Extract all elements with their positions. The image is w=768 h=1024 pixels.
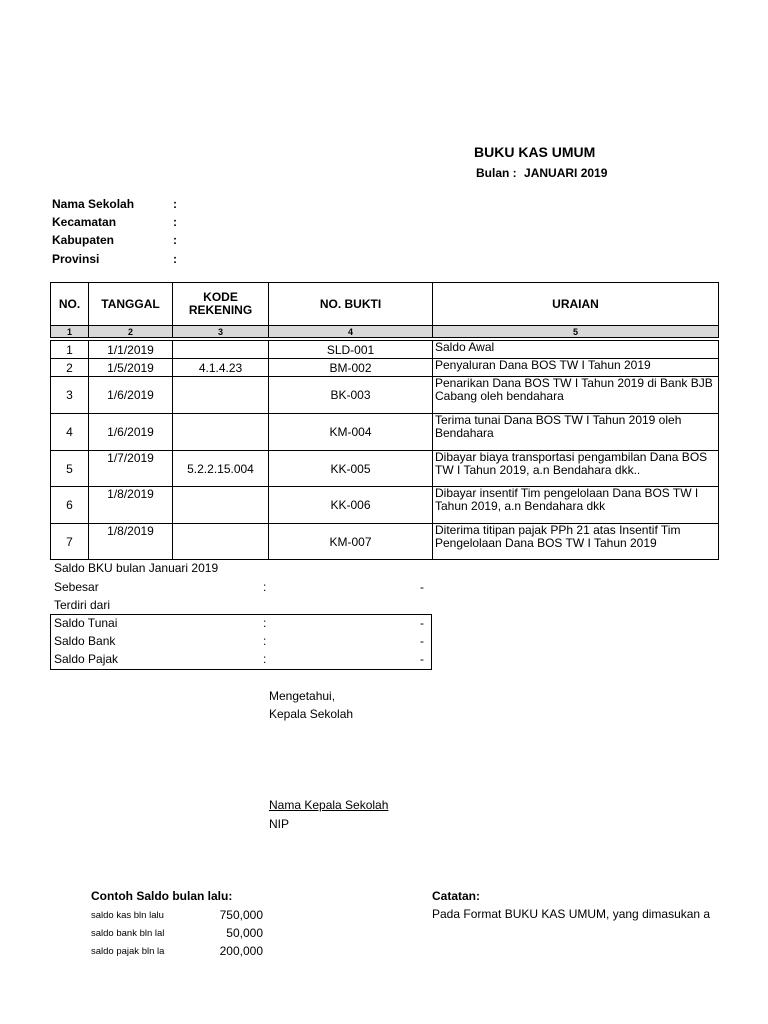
- col-number: 4: [269, 326, 433, 338]
- header-kode-line1: KODE: [203, 290, 238, 304]
- cell-kode: [173, 377, 269, 414]
- cell-no: 3: [51, 377, 89, 414]
- month-line: [476, 166, 607, 180]
- saldo-bku-label: Saldo BKU bulan Januari 2019: [54, 561, 219, 575]
- contoh-label: saldo bank bln lal: [91, 928, 165, 939]
- contoh-saldo-title: Contoh Saldo bulan lalu:: [91, 889, 233, 903]
- header-uraian: URAIAN: [433, 283, 719, 326]
- info-provinsi: [52, 252, 177, 266]
- cell-tanggal: 1/5/2019: [89, 359, 173, 377]
- saldo-colon: :: [263, 652, 267, 666]
- month-value: JANUARI 2019: [524, 166, 608, 180]
- cell-kode: 4.1.4.23: [173, 359, 269, 377]
- table-row: [51, 414, 719, 451]
- header-kode-line2: REKENING: [188, 303, 253, 317]
- header-kode-rekening: [173, 283, 269, 326]
- saldo-pajak-row: [54, 652, 430, 670]
- cell-uraian: Dibayar biaya transportasi pengambilan Dana BOS TW I Tahun 2019, a.n Bendahara dkk..: [433, 451, 719, 487]
- cell-bukti: BK-003: [269, 377, 433, 414]
- catatan-title: Catatan:: [432, 889, 481, 903]
- contoh-row-bank: [91, 928, 271, 939]
- kepala-sekolah-text: Kepala Sekolah: [269, 707, 354, 721]
- col-number: 5: [433, 326, 719, 338]
- saldo-colon: :: [263, 634, 267, 648]
- cell-no: 5: [51, 451, 89, 487]
- cell-tanggal: 1/6/2019: [89, 414, 173, 451]
- cell-tanggal: 1/6/2019: [89, 377, 173, 414]
- info-kecamatan: [52, 215, 177, 229]
- cell-kode: 5.2.2.15.004: [173, 451, 269, 487]
- cell-no: 6: [51, 487, 89, 524]
- col-number: 1: [51, 326, 89, 338]
- sebesar-colon: :: [263, 580, 267, 594]
- cell-bukti: KM-007: [269, 524, 433, 560]
- contoh-value: 200,000: [219, 944, 263, 958]
- sebesar-value: -: [420, 580, 424, 594]
- sebesar-label: Sebesar: [54, 580, 99, 594]
- cell-uraian: Diterima titipan pajak PPh 21 atas Insentif Tim Pengelolaan Dana BOS TW I Tahun 2019: [433, 524, 719, 560]
- col-number: 3: [173, 326, 269, 338]
- cell-bukti: KM-004: [269, 414, 433, 451]
- info-label: Nama Sekolah: [52, 197, 135, 211]
- contoh-value: 750,000: [219, 908, 263, 922]
- contoh-row-kas: [91, 910, 271, 921]
- cell-no: 2: [51, 359, 89, 377]
- month-label: Bulan :: [476, 166, 517, 180]
- info-nama-sekolah: [52, 197, 177, 211]
- cell-uraian: Penyaluran Dana BOS TW I Tahun 2019: [433, 359, 719, 377]
- saldo-bank-value: -: [420, 634, 424, 648]
- saldo-bank-row: [54, 634, 430, 652]
- contoh-label: saldo pajak bln la: [91, 946, 165, 957]
- header-tanggal: TANGGAL: [89, 283, 173, 326]
- cell-kode: [173, 414, 269, 451]
- cell-tanggal: 1/8/2019: [89, 487, 173, 524]
- cell-kode: [173, 341, 269, 359]
- table-row: [51, 487, 719, 524]
- bku-table: [50, 282, 719, 560]
- table-row: [51, 377, 719, 414]
- saldo-pajak-value: -: [420, 652, 424, 666]
- table-row: [51, 524, 719, 560]
- catatan-text: Pada Format BUKU KAS UMUM, yang dimasukan a: [432, 907, 711, 921]
- saldo-pajak-label: Saldo Pajak: [54, 652, 119, 666]
- cell-bukti: SLD-001: [269, 341, 433, 359]
- cell-kode: [173, 524, 269, 560]
- nip-label: NIP: [269, 817, 290, 831]
- terdiri-dari-label: Terdiri dari: [54, 598, 111, 612]
- table-row: [51, 451, 719, 487]
- saldo-tunai-label: Saldo Tunai: [54, 616, 118, 630]
- cell-no: 7: [51, 524, 89, 560]
- info-colon: :: [173, 233, 177, 247]
- contoh-label: saldo kas bln lalu: [91, 910, 164, 921]
- cell-uraian: Penarikan Dana BOS TW I Tahun 2019 di Bank BJB Cabang oleh bendahara: [433, 377, 719, 414]
- info-label: Kecamatan: [52, 215, 117, 229]
- table-row: [51, 359, 719, 377]
- document-title: BUKU KAS UMUM: [474, 144, 596, 160]
- cell-tanggal: 1/1/2019: [89, 341, 173, 359]
- info-kabupaten: [52, 233, 177, 247]
- info-colon: :: [173, 197, 177, 211]
- saldo-tunai-row: [54, 616, 430, 634]
- cell-uraian: Saldo Awal: [433, 341, 719, 359]
- cell-uraian: Dibayar insentif Tim pengelolaan Dana BOS TW I Tahun 2019, a.n Bendahara dkk: [433, 487, 719, 524]
- column-number-row: [51, 326, 719, 338]
- cell-bukti: KK-006: [269, 487, 433, 524]
- col-number: 2: [89, 326, 173, 338]
- saldo-colon: :: [263, 616, 267, 630]
- info-colon: :: [173, 215, 177, 229]
- cell-bukti: BM-002: [269, 359, 433, 377]
- info-label: Kabupaten: [52, 233, 115, 247]
- cell-no: 4: [51, 414, 89, 451]
- header-no: NO.: [51, 283, 89, 326]
- header-no-bukti: NO. BUKTI: [269, 283, 433, 326]
- info-label: Provinsi: [52, 252, 100, 266]
- cell-tanggal: 1/8/2019: [89, 524, 173, 560]
- cell-no: 1: [51, 341, 89, 359]
- cell-bukti: KK-005: [269, 451, 433, 487]
- cell-tanggal: 1/7/2019: [89, 451, 173, 487]
- table-row: [51, 341, 719, 359]
- cell-uraian: Terima tunai Dana BOS TW I Tahun 2019 oleh Bendahara: [433, 414, 719, 451]
- contoh-value: 50,000: [226, 926, 263, 940]
- cell-kode: [173, 487, 269, 524]
- saldo-breakdown-box: [50, 614, 432, 670]
- saldo-tunai-value: -: [420, 616, 424, 630]
- saldo-bank-label: Saldo Bank: [54, 634, 116, 648]
- contoh-row-pajak: [91, 946, 271, 957]
- info-colon: :: [173, 252, 177, 266]
- mengetahui-text: Mengetahui,: [269, 689, 336, 703]
- nama-kepala-sekolah: Nama Kepala Sekolah: [269, 798, 389, 812]
